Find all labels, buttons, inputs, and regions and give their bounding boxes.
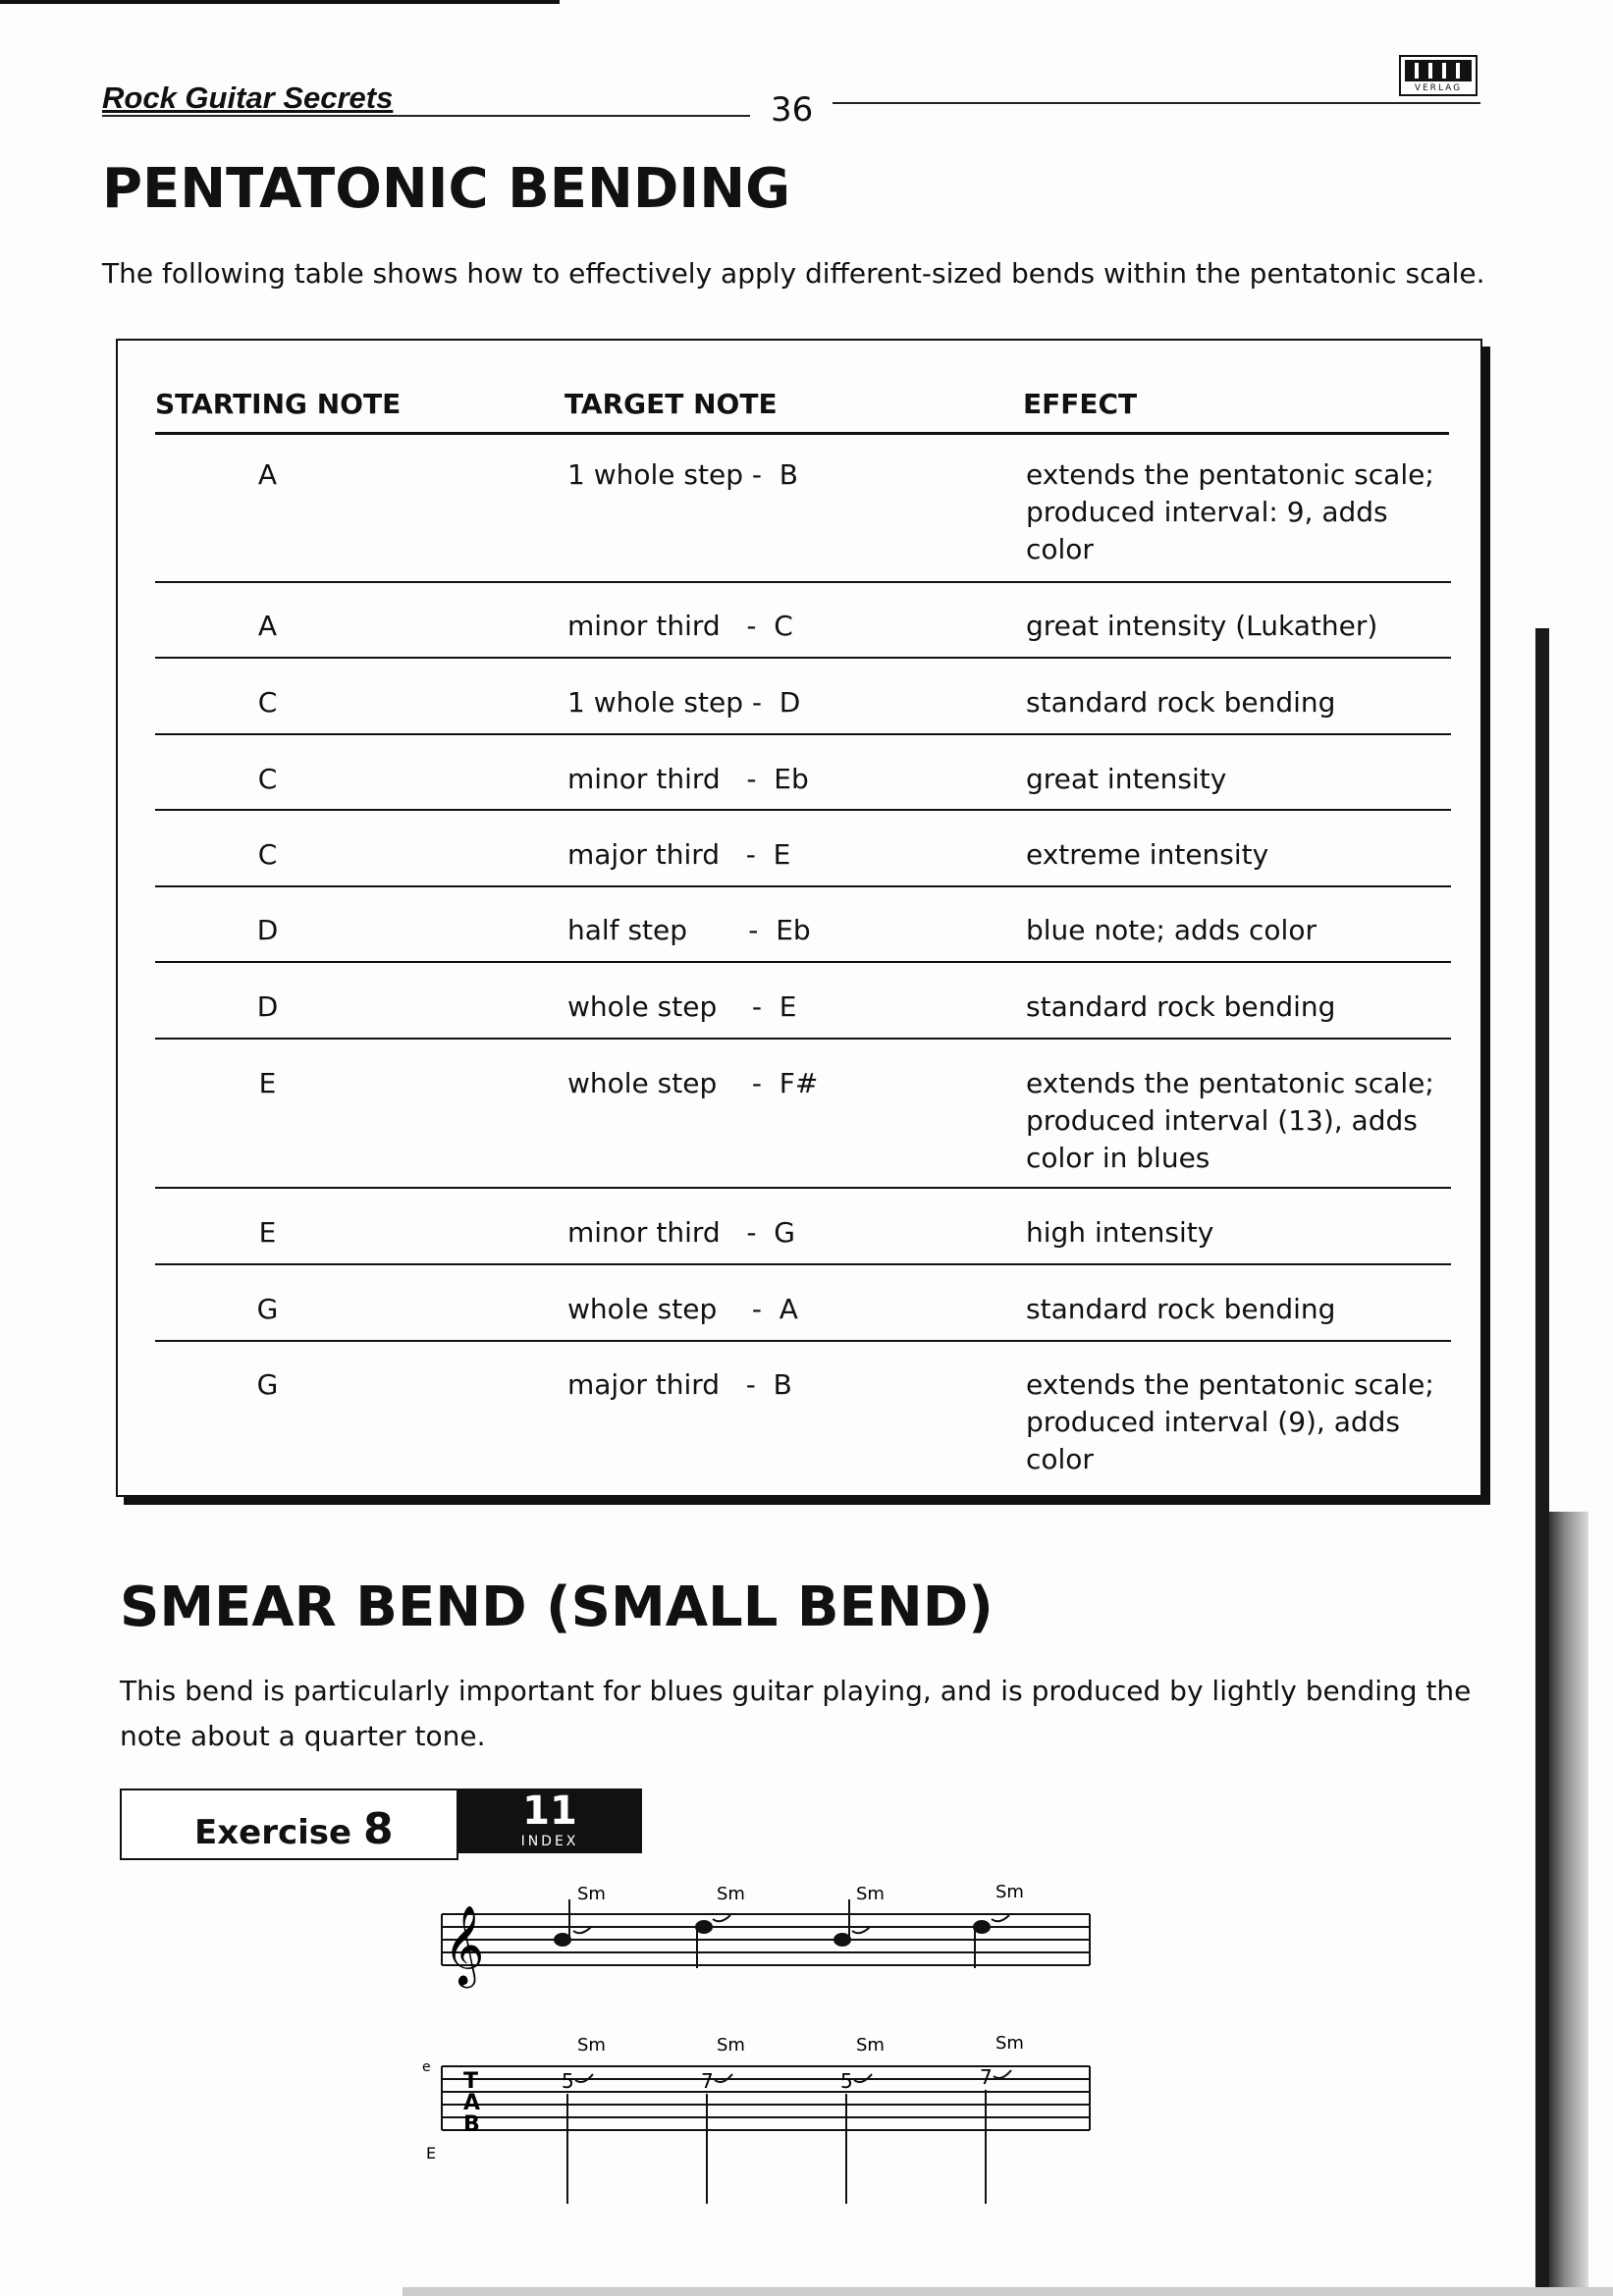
bend-label-sm: Sm <box>995 1882 1024 1902</box>
target-note: major third - B <box>567 1368 792 1401</box>
header-rule-right <box>833 102 1480 104</box>
tab-letter: A <box>463 2091 481 2115</box>
tab-fret-number: 7 <box>701 2069 714 2093</box>
starting-note: E <box>258 1216 277 1249</box>
tab-bend-label-sm: Sm <box>577 2035 606 2056</box>
smear-paragraph: This bend is particularly important for blues guitar playing, and is produced by lightly bending the note about a quarter tone. <box>120 1675 1472 1752</box>
string-high-label: e <box>422 2059 431 2075</box>
target-note: major third - E <box>567 838 791 871</box>
target-note: minor third - C <box>567 610 793 642</box>
header-effect: EFFECT <box>1023 388 1138 420</box>
exercise-label <box>194 1804 394 1854</box>
tab-bend-marks <box>575 2070 1011 2082</box>
treble-clef-icon: 𝄞 <box>444 1904 485 1985</box>
target-note: half step - Eb <box>567 914 811 946</box>
bend-label-sm: Sm <box>577 1884 606 1904</box>
starting-note: E <box>258 1067 277 1099</box>
tab-letter: B <box>463 2112 480 2137</box>
exercise-number: 8 <box>362 1804 394 1854</box>
note-head <box>834 1934 850 1946</box>
tab-letter: T <box>463 2069 479 2094</box>
starting-note: A <box>257 610 278 642</box>
row-divider <box>155 1187 1451 1189</box>
starting-note: C <box>257 763 278 795</box>
effect: standard rock bending <box>1026 686 1336 719</box>
bending-table <box>116 339 1482 1497</box>
tab-bend-label-sm: Sm <box>995 2033 1024 2054</box>
page-number: 36 <box>771 90 814 130</box>
starting-note: D <box>256 914 279 946</box>
bend-marks <box>573 1915 1009 1933</box>
effect: great intensity (Lukather) <box>1026 610 1378 642</box>
header-rule-left <box>102 115 750 117</box>
tab-bend-label-sm: Sm <box>717 2035 745 2056</box>
book-title: Rock Guitar Secrets <box>102 80 394 115</box>
row-divider <box>155 657 1451 659</box>
tab-fret-number: 7 <box>980 2065 993 2089</box>
section-title-smear-bend: SMEAR BEND (SMALL BEND) <box>120 1575 994 1639</box>
exercise-word: Exercise <box>194 1813 352 1852</box>
scan-edge-gradient <box>1549 1512 1588 2287</box>
publisher-logo <box>1399 55 1478 96</box>
row-divider <box>155 809 1451 811</box>
staff-notes <box>555 1899 990 1968</box>
effect: blue note; adds color <box>1026 914 1317 946</box>
starting-note: G <box>256 1368 279 1401</box>
starting-note: C <box>257 686 278 719</box>
starting-note: D <box>256 990 279 1023</box>
target-note: whole step - A <box>567 1293 798 1325</box>
effect: extreme intensity <box>1026 838 1269 871</box>
logo-text: VERLAG <box>1414 83 1463 93</box>
header-starting-note: STARTING NOTE <box>155 388 402 420</box>
scan-edge-shadow <box>1535 628 1549 2287</box>
target-note: whole step - E <box>567 990 797 1023</box>
logo-bars-icon <box>1405 60 1472 81</box>
target-note: minor third - G <box>567 1216 795 1249</box>
tab-stems <box>567 2090 986 2204</box>
effect: high intensity <box>1026 1216 1214 1249</box>
bend-label-sm: Sm <box>717 1884 745 1904</box>
scan-top-line <box>0 0 560 4</box>
cd-index-label: INDEX <box>520 1834 579 1849</box>
note-head <box>974 1921 990 1933</box>
cd-index-badge <box>457 1789 642 1853</box>
row-divider <box>155 1340 1451 1342</box>
note-head <box>696 1921 712 1933</box>
tab-fret-number: 5 <box>562 2069 574 2093</box>
row-divider <box>155 1263 1451 1265</box>
target-note: minor third - Eb <box>567 763 809 795</box>
header-rule <box>155 432 1449 435</box>
header-target-note: TARGET NOTE <box>565 388 778 420</box>
row-divider <box>155 961 1451 963</box>
staff-lines <box>442 1914 1090 1965</box>
row-divider <box>155 1038 1451 1040</box>
note-head <box>555 1934 570 1946</box>
music-notation <box>412 1870 1100 2204</box>
target-note: whole step - F# <box>567 1067 819 1099</box>
effect: great intensity <box>1026 763 1227 795</box>
effect: extends the pentatonic scale; produced interval (13), adds color in blues <box>1026 1067 1434 1174</box>
starting-note: G <box>256 1293 279 1325</box>
effect: standard rock bending <box>1026 990 1336 1023</box>
section-title-pentatonic: PENTATONIC BENDING <box>102 157 791 221</box>
scan-bottom-edge <box>403 2287 1613 2296</box>
starting-note: A <box>257 458 278 491</box>
string-low-label: E <box>426 2144 437 2163</box>
tab-bend-label-sm: Sm <box>856 2035 885 2056</box>
bend-label-sm: Sm <box>856 1884 885 1904</box>
effect: extends the pentatonic scale; produced interval: 9, adds color <box>1026 458 1434 565</box>
target-note: 1 whole step - B <box>567 458 798 491</box>
row-divider <box>155 885 1451 887</box>
intro-paragraph: The following table shows how to effectively apply different-sized bends within the pentatonic scale. <box>102 257 1485 290</box>
effect: extends the pentatonic scale; produced interval (9), adds color <box>1026 1368 1434 1475</box>
tab-lines <box>442 2066 1090 2130</box>
target-note: 1 whole step - D <box>567 686 801 719</box>
cd-track-number: 11 <box>522 1789 577 1834</box>
exercise-box <box>120 1789 458 1860</box>
effect: standard rock bending <box>1026 1293 1336 1325</box>
tab-fret-number: 5 <box>840 2069 853 2093</box>
row-divider <box>155 733 1451 735</box>
starting-note: C <box>257 838 278 871</box>
row-divider <box>155 581 1451 583</box>
